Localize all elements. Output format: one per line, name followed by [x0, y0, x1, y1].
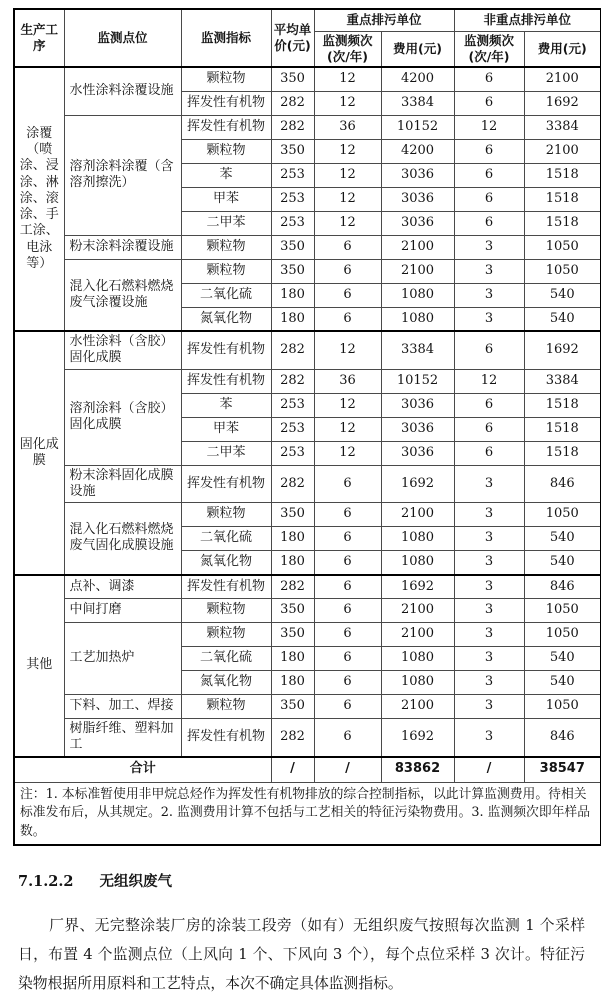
value-cell: 253 — [271, 441, 314, 465]
value-cell: 2100 — [524, 139, 601, 163]
total-value-cell: / — [314, 757, 381, 783]
indicator-cell: 二氧化硫 — [181, 647, 271, 671]
section-number: 7.1.2.2 — [18, 873, 74, 891]
value-cell: 3 — [454, 283, 524, 307]
table-row — [14, 331, 601, 369]
value-cell: 282 — [271, 115, 314, 139]
value-cell: 6 — [454, 417, 524, 441]
value-cell: 282 — [271, 465, 314, 503]
value-cell: 3036 — [381, 417, 454, 441]
table-row — [14, 115, 601, 139]
indicator-cell: 挥发性有机物 — [181, 115, 271, 139]
value-cell: 12 — [314, 211, 381, 235]
value-cell: 6 — [314, 623, 381, 647]
document-page — [0, 8, 601, 993]
indicator-cell: 苯 — [181, 393, 271, 417]
value-cell: 540 — [524, 551, 601, 575]
point-cell: 工艺加热炉 — [64, 623, 181, 695]
value-cell: 1080 — [381, 551, 454, 575]
table-row — [14, 465, 601, 503]
value-cell: 846 — [524, 465, 601, 503]
indicator-cell: 颗粒物 — [181, 503, 271, 527]
indicator-cell: 颗粒物 — [181, 623, 271, 647]
indicator-cell: 甲苯 — [181, 187, 271, 211]
value-cell: 6 — [314, 575, 381, 599]
header-indicator: 监测指标 — [181, 9, 271, 67]
table-row — [14, 369, 601, 393]
point-cell: 粉末涂料涂覆设施 — [64, 235, 181, 259]
header-nonkey-fee: 费用(元) — [524, 31, 601, 67]
value-cell: 2100 — [381, 695, 454, 719]
table-row — [14, 503, 601, 527]
indicator-cell: 二氧化硫 — [181, 283, 271, 307]
value-cell: 1080 — [381, 647, 454, 671]
value-cell: 3 — [454, 671, 524, 695]
value-cell: 3 — [454, 623, 524, 647]
indicator-cell: 颗粒物 — [181, 695, 271, 719]
value-cell: 6 — [314, 465, 381, 503]
value-cell: 350 — [271, 503, 314, 527]
body-paragraph: 厂界、无完整涂装厂房的涂装工段旁（如有）无组织废气按照每次监测 1 个采样日，布置 4 个监测点位（上风向 1 个、下风向 3 个），每个点位采样 3 次计。特征污染物根据所用原料和工艺特点，本次不确定具体监测指标。 — [18, 917, 585, 993]
value-cell: 3 — [454, 719, 524, 757]
value-cell: 6 — [314, 551, 381, 575]
value-cell: 6 — [454, 163, 524, 187]
value-cell: 1080 — [381, 527, 454, 551]
value-cell: 6 — [314, 283, 381, 307]
value-cell: 3384 — [381, 331, 454, 369]
indicator-cell: 挥发性有机物 — [181, 719, 271, 757]
value-cell: 2100 — [524, 67, 601, 91]
value-cell: 1518 — [524, 417, 601, 441]
value-cell: 1692 — [524, 331, 601, 369]
value-cell: 2100 — [381, 623, 454, 647]
monitoring-fee-table — [13, 8, 601, 846]
value-cell: 2100 — [381, 503, 454, 527]
value-cell: 6 — [454, 441, 524, 465]
value-cell: 6 — [314, 671, 381, 695]
value-cell: 4200 — [381, 67, 454, 91]
value-cell: 540 — [524, 283, 601, 307]
value-cell: 3 — [454, 551, 524, 575]
value-cell: 350 — [271, 139, 314, 163]
value-cell: 350 — [271, 695, 314, 719]
indicator-cell: 挥发性有机物 — [181, 91, 271, 115]
point-cell: 混入化石燃料燃烧废气固化成膜设施 — [64, 503, 181, 575]
section-title: 无组织废气 — [99, 874, 173, 891]
value-cell: 12 — [314, 393, 381, 417]
value-cell: 540 — [524, 671, 601, 695]
value-cell: 6 — [314, 503, 381, 527]
point-cell: 混入化石燃料燃烧废气涂覆设施 — [64, 259, 181, 331]
indicator-cell: 二甲苯 — [181, 211, 271, 235]
value-cell: 6 — [314, 719, 381, 757]
total-label: 合计 — [14, 757, 271, 783]
point-cell: 水性涂料涂覆设施 — [64, 67, 181, 115]
value-cell: 3384 — [524, 369, 601, 393]
value-cell: 846 — [524, 575, 601, 599]
table-row — [14, 695, 601, 719]
value-cell: 12 — [454, 115, 524, 139]
header-nonkey-frequency: 监测频次(次/年) — [454, 31, 524, 67]
indicator-cell: 甲苯 — [181, 417, 271, 441]
value-cell: 282 — [271, 575, 314, 599]
value-cell: 4200 — [381, 139, 454, 163]
value-cell: 3036 — [381, 441, 454, 465]
value-cell: 350 — [271, 599, 314, 623]
value-cell: 12 — [454, 369, 524, 393]
value-cell: 350 — [271, 67, 314, 91]
value-cell: 3 — [454, 575, 524, 599]
value-cell: 350 — [271, 259, 314, 283]
total-value-cell: / — [271, 757, 314, 783]
table-row — [14, 235, 601, 259]
indicator-cell: 颗粒物 — [181, 235, 271, 259]
value-cell: 253 — [271, 211, 314, 235]
value-cell: 3036 — [381, 187, 454, 211]
table-row — [14, 719, 601, 757]
point-cell: 下料、加工、焊接 — [64, 695, 181, 719]
value-cell: 12 — [314, 67, 381, 91]
header-process: 生产工序 — [14, 9, 64, 67]
value-cell: 6 — [454, 331, 524, 369]
header-key-fee: 费用(元) — [381, 31, 454, 67]
indicator-cell: 颗粒物 — [181, 599, 271, 623]
value-cell: 540 — [524, 527, 601, 551]
point-cell: 溶剂涂料（含胶）固化成膜 — [64, 369, 181, 465]
value-cell: 2100 — [381, 235, 454, 259]
indicator-cell: 颗粒物 — [181, 139, 271, 163]
value-cell: 1518 — [524, 441, 601, 465]
value-cell: 180 — [271, 527, 314, 551]
value-cell: 3036 — [381, 163, 454, 187]
value-cell: 6 — [314, 527, 381, 551]
indicator-cell: 挥发性有机物 — [181, 369, 271, 393]
indicator-cell: 二氧化硫 — [181, 527, 271, 551]
point-cell: 中间打磨 — [64, 599, 181, 623]
value-cell: 1080 — [381, 283, 454, 307]
value-cell: 3 — [454, 647, 524, 671]
total-value-cell: 83862 — [381, 757, 454, 783]
value-cell: 282 — [271, 369, 314, 393]
value-cell: 3 — [454, 465, 524, 503]
note-row — [14, 782, 601, 845]
value-cell: 10152 — [381, 369, 454, 393]
value-cell: 12 — [314, 91, 381, 115]
value-cell: 253 — [271, 163, 314, 187]
value-cell: 6 — [454, 91, 524, 115]
value-cell: 1518 — [524, 163, 601, 187]
value-cell: 3 — [454, 259, 524, 283]
table-row — [14, 575, 601, 599]
total-value-cell: / — [454, 757, 524, 783]
process-cell: 其他 — [14, 575, 64, 757]
value-cell: 846 — [524, 719, 601, 757]
value-cell: 12 — [314, 417, 381, 441]
value-cell: 1692 — [381, 575, 454, 599]
value-cell: 180 — [271, 647, 314, 671]
total-row — [14, 757, 601, 783]
value-cell: 1080 — [381, 307, 454, 331]
value-cell: 282 — [271, 331, 314, 369]
point-cell: 溶剂涂料涂覆（含溶剂擦洗） — [64, 115, 181, 235]
indicator-cell: 挥发性有机物 — [181, 465, 271, 503]
section-heading — [18, 870, 601, 891]
value-cell: 1692 — [524, 91, 601, 115]
value-cell: 180 — [271, 283, 314, 307]
header-avg-price: 平均单价(元) — [271, 9, 314, 67]
value-cell: 1518 — [524, 187, 601, 211]
indicator-cell: 颗粒物 — [181, 67, 271, 91]
header-group-nonkey-units: 非重点排污单位 — [454, 9, 601, 31]
value-cell: 6 — [314, 307, 381, 331]
point-cell: 水性涂料（含胶）固化成膜 — [64, 331, 181, 369]
value-cell: 540 — [524, 647, 601, 671]
indicator-cell: 挥发性有机物 — [181, 575, 271, 599]
value-cell: 6 — [454, 139, 524, 163]
value-cell: 180 — [271, 307, 314, 331]
header-point: 监测点位 — [64, 9, 181, 67]
indicator-cell: 挥发性有机物 — [181, 331, 271, 369]
process-cell: 涂覆（喷涂、浸涂、淋涂、滚涂、手工涂、电泳等） — [14, 67, 64, 331]
value-cell: 180 — [271, 551, 314, 575]
value-cell: 3036 — [381, 393, 454, 417]
value-cell: 2100 — [381, 259, 454, 283]
value-cell: 3 — [454, 695, 524, 719]
value-cell: 3 — [454, 599, 524, 623]
indicator-cell: 氮氧化物 — [181, 671, 271, 695]
value-cell: 1518 — [524, 393, 601, 417]
value-cell: 2100 — [381, 599, 454, 623]
value-cell: 3 — [454, 503, 524, 527]
table-row — [14, 67, 601, 91]
table-row — [14, 259, 601, 283]
table-row — [14, 623, 601, 647]
value-cell: 1692 — [381, 719, 454, 757]
value-cell: 6 — [314, 695, 381, 719]
value-cell: 253 — [271, 393, 314, 417]
indicator-cell: 苯 — [181, 163, 271, 187]
value-cell: 12 — [314, 187, 381, 211]
value-cell: 180 — [271, 671, 314, 695]
value-cell: 6 — [314, 647, 381, 671]
value-cell: 6 — [454, 67, 524, 91]
indicator-cell: 氮氧化物 — [181, 307, 271, 331]
header-key-frequency: 监测频次(次/年) — [314, 31, 381, 67]
value-cell: 12 — [314, 441, 381, 465]
value-cell: 540 — [524, 307, 601, 331]
value-cell: 3 — [454, 307, 524, 331]
value-cell: 12 — [314, 163, 381, 187]
value-cell: 1050 — [524, 695, 601, 719]
value-cell: 1050 — [524, 235, 601, 259]
value-cell: 6 — [454, 187, 524, 211]
total-value-cell: 38547 — [524, 757, 601, 783]
value-cell: 36 — [314, 369, 381, 393]
value-cell: 282 — [271, 719, 314, 757]
value-cell: 1080 — [381, 671, 454, 695]
value-cell: 1050 — [524, 503, 601, 527]
indicator-cell: 二甲苯 — [181, 441, 271, 465]
value-cell: 3036 — [381, 211, 454, 235]
table-body — [14, 67, 601, 845]
value-cell: 10152 — [381, 115, 454, 139]
value-cell: 36 — [314, 115, 381, 139]
point-cell: 粉末涂料固化成膜设施 — [64, 465, 181, 503]
value-cell: 350 — [271, 235, 314, 259]
value-cell: 12 — [314, 139, 381, 163]
point-cell: 树脂纤维、塑料加工 — [64, 719, 181, 757]
value-cell: 6 — [314, 599, 381, 623]
indicator-cell: 氮氧化物 — [181, 551, 271, 575]
value-cell: 12 — [314, 331, 381, 369]
value-cell: 1518 — [524, 211, 601, 235]
header-group-key-units: 重点排污单位 — [314, 9, 454, 31]
value-cell: 1050 — [524, 259, 601, 283]
value-cell: 350 — [271, 623, 314, 647]
value-cell: 253 — [271, 417, 314, 441]
value-cell: 282 — [271, 91, 314, 115]
indicator-cell: 颗粒物 — [181, 259, 271, 283]
value-cell: 6 — [454, 211, 524, 235]
process-cell: 固化成膜 — [14, 331, 64, 575]
value-cell: 6 — [454, 393, 524, 417]
value-cell: 1050 — [524, 599, 601, 623]
value-cell: 3 — [454, 235, 524, 259]
table-row — [14, 599, 601, 623]
table-header — [14, 9, 601, 67]
value-cell: 1050 — [524, 623, 601, 647]
value-cell: 253 — [271, 187, 314, 211]
value-cell: 6 — [314, 235, 381, 259]
value-cell: 3 — [454, 527, 524, 551]
table-note: 注：1. 本标准暂使用非甲烷总烃作为挥发性有机物排放的综合控制指标，以此计算监测费用。待相关标准发布后，从其规定。2. 监测费用计算不包括与工艺相关的特征污染物费用。3. 监测频次即年样品数。 — [14, 782, 601, 845]
value-cell: 3384 — [381, 91, 454, 115]
value-cell: 1692 — [381, 465, 454, 503]
value-cell: 3384 — [524, 115, 601, 139]
value-cell: 6 — [314, 259, 381, 283]
point-cell: 点补、调漆 — [64, 575, 181, 599]
